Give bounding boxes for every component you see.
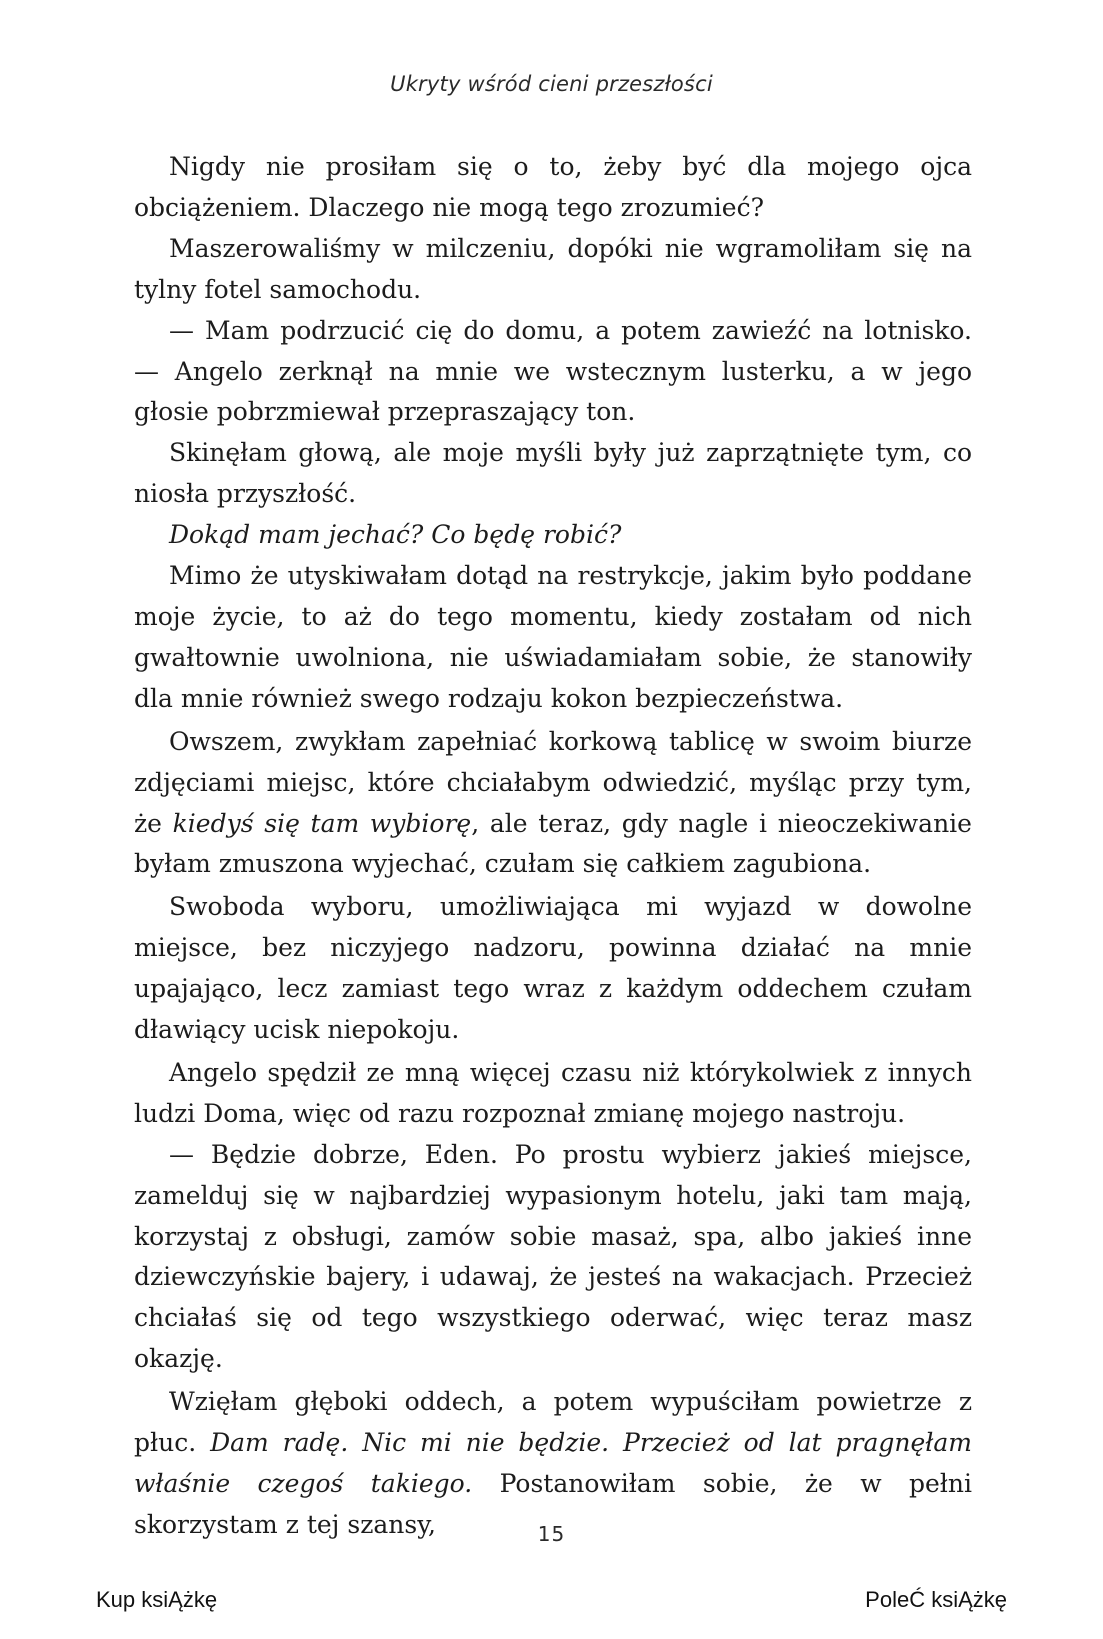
paragraph: — Będzie dobrze, Eden. Po prostu wybierz jakieś miejsce, zamelduj się w najbardziej wypasionym hotelu, jaki tam mają, korzystaj z obsługi, zamów sobie masaż, spa, albo jakieś inne dziewczyńskie bajery, i udawaj, że jesteś na wakacjach. Przecież chciałaś się od tego wszystkiego oderwać, więc teraz masz okazję.: [134, 1139, 972, 1374]
running-header: Ukryty wśród cieni przeszłości: [390, 72, 713, 96]
paragraph-text: Wzięłam głęboki oddech, a potem wypuściłam powietrze z płuc.: [134, 1387, 972, 1458]
paragraph: Skinęłam głową, ale moje myśli były już zaprzątnięte tym, co niosła przyszłość.: [134, 438, 972, 509]
paragraph: — Mam podrzucić cię do domu, a potem zawieźć na lotnisko. — Angelo zerknął na mnie we wstecznym lusterku, a w jego głosie pobrzmiewał przepraszający ton.: [134, 315, 972, 427]
paragraph-text: , ale teraz, gdy nagle i nieoczekiwanie byłam zmuszona wyjechać, czułam się całkiem zagubiona.: [134, 808, 972, 879]
paragraph: Angelo spędził ze mną więcej czasu niż którykolwiek z innych ludzi Doma, więc od razu rozpoznał zmianę mojego nastroju.: [134, 1057, 972, 1128]
italic-phrase: Dam radę. Nic mi nie będzie. Przecież od lat pragnęłam właśnie czegoś takiego.: [134, 1428, 972, 1498]
paragraph: Mimo że utyskiwałam dotąd na restrykcje, jakim było poddane moje życie, to aż do tego momentu, kiedy zostałam od nich gwałtownie uwolniona, nie uświadamiałam sobie, że stanowiły dla mnie również swego rodzaju kokon bezpieczeństwa.: [134, 561, 972, 713]
paragraph: Swoboda wyboru, umożliwiająca mi wyjazd w dowolne miejsce, bez niczyjego nadzoru, powinna działać na mnie upajająco, lecz zamiast tego wraz z każdym oddechem czułam dławiący ucisk niepokoju.: [134, 892, 972, 1045]
paragraph: Nigdy nie prosiłam się o to, żeby być dla mojego ojca obciążeniem. Dlaczego nie mogą tego zrozumieć?: [134, 152, 972, 222]
buy-book-link[interactable]: Kup ksiĄżkę: [96, 1587, 218, 1612]
body-text: [134, 147, 972, 1546]
paragraph-text: Owszem, zwykłam zapełniać korkową tablicę w swoim biurze zdjęciami miejsc, które chciałabym odwiedzić, myśląc przy tym, że: [134, 726, 972, 838]
italic-thought: Dokąd mam jechać? Co będę robić?: [169, 520, 622, 550]
paragraph-text: Postanowiłam sobie, że w pełni skorzystam z tej szansy,: [134, 1469, 972, 1539]
paragraph: [134, 722, 972, 886]
italic-phrase: kiedyś się tam wybiorę: [172, 808, 472, 838]
paragraph: Maszerowaliśmy w milczeniu, dopóki nie wgramoliłam się na tylny fotel samochodu.: [134, 233, 972, 304]
page-number: 15: [537, 1522, 566, 1546]
paragraph: [134, 515, 972, 556]
recommend-book-link[interactable]: PoleĆ ksiĄżkę: [865, 1587, 1007, 1612]
